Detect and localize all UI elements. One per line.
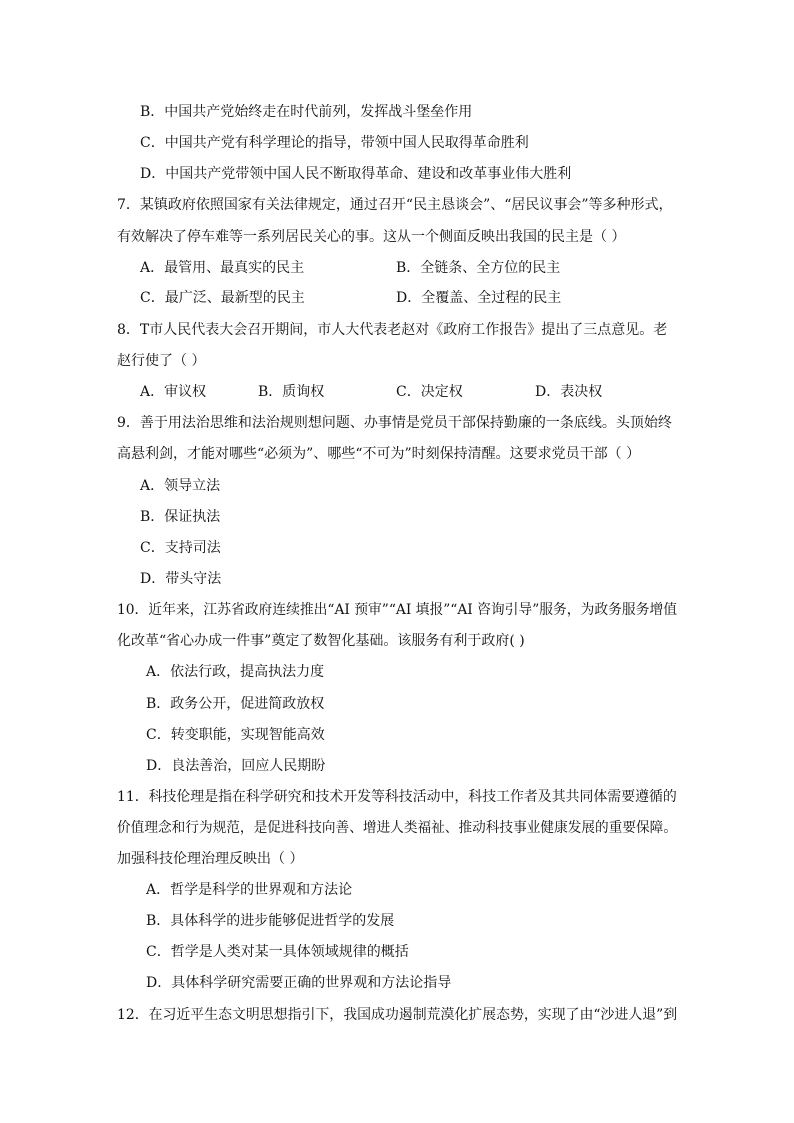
q8-stem-line1: 8．T市人民代表大会召开期间，市人大代表老赵对《政府工作报告》提出了三点意见。老	[117, 322, 668, 338]
q10-stem-line2: 化改革“省心办成一件事”奠定了数智化基础。该服务有利于政府( )	[117, 633, 525, 649]
q6-option-d: D．中国共产党带领中国人民不断取得革命、建设和改革事业伟大胜利	[140, 166, 572, 182]
q9-stem-line1: 9．善于用法治思维和法治规则想问题、办事情是党员干部保持勤廉的一条底线。头顶始终	[117, 415, 672, 431]
q11-option-c: C．哲学是人类对某一具体领域规律的概括	[146, 944, 409, 960]
q6-option-b: B．中国共产党始终走在时代前列，发挥战斗堡垒作用	[140, 104, 473, 120]
q10-option-c: C．转变职能，实现智能高效	[146, 727, 325, 743]
q9-option-a: A．领导立法	[140, 478, 221, 494]
q7-stem-line1: 7．某镇政府依照国家有关法律规定，通过召开“民主恳谈会”、“居民议事会”等多种形式，	[117, 197, 673, 213]
q7-option-b: B．全链条、全方位的民主	[396, 260, 561, 276]
q8-option-a: A．审议权	[140, 384, 207, 400]
q11-stem-line2: 价值理念和行为规范，是促进科技向善、增进人类福祉、推动科技事业健康发展的重要保障。	[117, 820, 677, 836]
q10-option-a: A．依法行政，提高执法力度	[146, 664, 325, 680]
q11-stem-line1: 11．科技伦理是指在科学研究和技术开发等科技活动中，科技工作者及其共同体需要遵循的	[117, 789, 677, 805]
q6-option-c: C．中国共产党有科学理论的指导，带领中国人民取得革命胜利	[140, 135, 529, 151]
q8-option-d: D．表决权	[535, 384, 603, 400]
q7-option-d: D．全覆盖、全过程的民主	[396, 290, 562, 306]
q11-option-a: A．哲学是科学的世界观和方法论	[146, 882, 353, 898]
q9-option-c: C．支持司法	[140, 540, 221, 556]
q7-stem-line2: 有效解决了停车难等一系列居民关心的事。这从一个侧面反映出我国的民主是（ ）	[117, 229, 626, 245]
q12-stem-line1: 12．在习近平生态文明思想指引下，我国成功遏制荒漠化扩展态势，实现了由“沙进人退”到	[117, 1007, 678, 1023]
q9-option-b: B．保证执法	[140, 509, 221, 525]
q7-option-a: A．最管用、最真实的民主	[140, 260, 305, 276]
q10-stem-line1: 10．近年来，江苏省政府连续推出“AI 预审”“AI 填报”“AI 咨询引导”服务，为政务服务增值	[117, 602, 678, 618]
q8-option-b: B．质询权	[258, 384, 325, 400]
q11-option-d: D．具体科学研究需要正确的世界观和方法论指导	[146, 975, 452, 991]
q11-stem-line3: 加强科技伦理治理反映出（ ）	[117, 851, 304, 867]
q10-option-d: D．良法善治，回应人民期盼	[146, 758, 326, 774]
q8-option-c: C．决定权	[396, 384, 463, 400]
q10-option-b: B．政务公开，促进简政放权	[146, 696, 325, 712]
q7-option-c: C．最广泛、最新型的民主	[140, 290, 305, 306]
q11-option-b: B．具体科学的进步能够促进哲学的发展	[146, 913, 395, 929]
q9-option-d: D．带头守法	[140, 571, 222, 587]
q9-stem-line2: 高悬利剑，才能对哪些“必须为”、哪些“不可为”时刻保持清醒。这要求党员干部（ ）	[117, 446, 641, 462]
q8-stem-line2: 赵行使了（ ）	[117, 353, 206, 369]
